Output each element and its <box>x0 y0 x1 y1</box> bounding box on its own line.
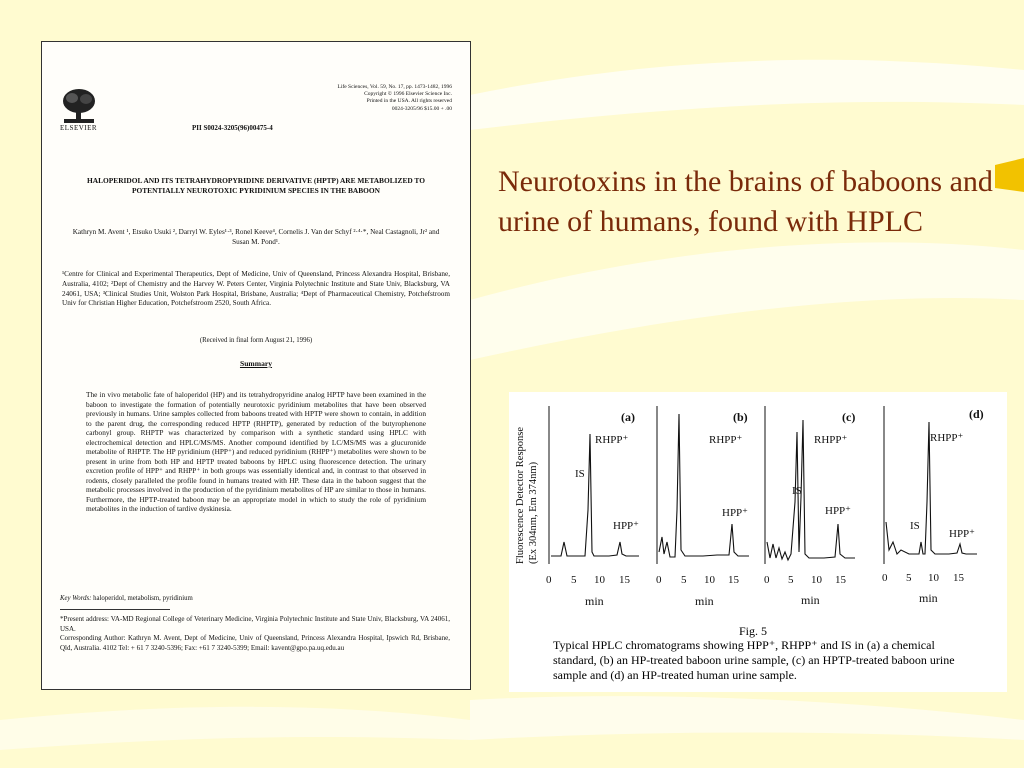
keywords <box>60 595 450 602</box>
x-unit-a: min <box>585 594 604 608</box>
footnote-present-address: *Present address: VA-MD Regional College of Veterinary Medicine, Virginia Polytechnic Institute and State Univ, Blacksburg, VA 24061, USA. <box>60 615 450 633</box>
wave-band-2 <box>470 242 1024 360</box>
tick-label: 10 <box>594 574 605 586</box>
panel-a-peak-hpp: HPP⁺ <box>613 520 639 532</box>
panel-c-peak-rhpp: RHPP⁺ <box>814 434 848 446</box>
tick-label: 10 <box>928 572 939 584</box>
wave-band-4 <box>0 707 470 750</box>
panel-b-peak-rhpp: RHPP⁺ <box>709 434 743 446</box>
x-ticks-a <box>546 574 631 586</box>
publisher-name: ELSEVIER <box>60 124 98 132</box>
panel-c-peak-is: IS <box>792 485 802 497</box>
tick-label: 15 <box>835 574 846 586</box>
panel-c-label: (c) <box>842 410 856 424</box>
panel-a-peak-is: IS <box>575 468 585 480</box>
panel-a-label: (a) <box>621 410 635 424</box>
journal-citation <box>282 84 452 113</box>
keywords-value: haloperidol, metabolism, pyridinium <box>93 595 193 602</box>
panel-c-peak-hpp: HPP⁺ <box>825 505 851 517</box>
figure-caption: Typical HPLC chromatograms showing HPP⁺, RHPP⁺ and IS in (a) a chemical standard, (b) an HP-treated baboon urine sample, (c) an HPTP-treated baboon urine sample and (d) an HP-treated human urine sample. <box>553 638 955 682</box>
hplc-figure <box>509 392 1007 692</box>
panel-c <box>765 406 855 564</box>
x-unit-b: min <box>695 594 714 608</box>
wave-band-1 <box>470 60 1024 130</box>
x-unit-d: min <box>919 591 938 605</box>
article-title: HALOPERIDOL AND ITS TETRAHYDROPYRIDINE DERIVATIVE (HPTP) ARE METABOLIZED TO POTENTIALLY NEUROTOXIC PYRIDINIUM SPECIES IN THE BABOON <box>87 176 425 195</box>
y-axis-label-1: Fluorescence Detector Response <box>515 426 526 564</box>
tick-label: 0 <box>546 574 552 586</box>
tick-label: 5 <box>788 574 794 586</box>
figure-number: Fig. 5 <box>739 624 768 638</box>
tick-label: 0 <box>656 574 662 586</box>
slide-headline: Neurotoxins in the brains of baboons and urine of humans, found with HPLC <box>498 165 993 238</box>
tick-label: 0 <box>764 574 770 586</box>
author-affiliations: ¹Centre for Clinical and Experimental Therapeutics, Dept of Medicine, Univ of Queensland, Princess Alexandra Hospital, Brisbane, Australia, 4102; ²Dept of Chemistry and the Harvey W. Peters Center, Virginia Polytechnic Institute and State Univ, Blacksburg, VA 24061, USA; ³Clinical Studies Unit, Wolston Park Hospital, Brisbane, Australia; ⁴Dept of Pharmaceutical Chemistry, Potchefstroom Univ for Christian Higher Education, Potchefstroom 2520, South Africa. <box>62 270 450 308</box>
tick-label: 15 <box>953 572 964 584</box>
journal-line: Life Sciences, Vol. 59, No. 17, pp. 1473-1482, 1996 <box>337 84 452 90</box>
panel-d-peak-hpp: HPP⁺ <box>949 528 975 540</box>
journal-line: 0024-3205/96 $15.00 + .00 <box>391 105 452 112</box>
tick-label: 15 <box>619 574 630 586</box>
tick-label: 5 <box>906 572 912 584</box>
elsevier-tree-logo <box>60 86 98 126</box>
panel-a <box>549 406 639 564</box>
article-authors: Kathryn M. Avent ¹, Etsuko Usuki ², Darryl W. Eyles¹·³, Ronel Keeve⁴, Cornelis J. Van der Schyf ²·⁴·*, Neal Castagnoli, Jr² and Susan M. Pond¹. <box>72 228 440 246</box>
keywords-label: Key Words: <box>60 595 92 602</box>
panel-d-peak-is: IS <box>910 520 920 532</box>
x-ticks-b <box>656 574 740 586</box>
panel-a-trace <box>551 434 639 556</box>
abstract-text: The in vivo metabolic fate of haloperidol (HP) and its tetrahydropyridine analog HPTP have been examined in the baboon to investigate the formation of potentially neurotoxic pyridinium metabolites that have been observed previously in humans. Urine samples collected from baboons treated with HPTP were shown to contain, in addition to the parent drug, the corresponding reduced HPTP (RHPTP), generated by reduction of the butyrophenone carbonyl group. RHPTP was characterized by comparison with a synthetic standard using HPLC with electrochemical detection and HPLC/MS/MS. Another compound identified by LC/MS/MS was a glucuronide metabolite of RHPTP. The HP pyridinium (HPP⁺) and reduced pyridinium (RHPP⁺) metabolites were shown to be present in urine from both HP and HPTP treated baboons by HPLC using fluorescence detection. The urinary excretion profile of HPP⁺ and RHPP⁺ in both groups was essentially identical and, in contrast to that observed in rodents, closely paralleled the profile found in humans treated with HP. These data in the baboon suggest that the metabolic processes involved in the production of the pyridinium metabolites of HP are similar to those in humans. Furthermore, the HPTP-treated baboon may be an appropriate model in which to study the role of pyridinium metabolites in the induction of tardive dyskinesia. <box>86 390 426 513</box>
tick-label: 10 <box>811 574 822 586</box>
panel-d <box>884 406 984 564</box>
panel-b-label: (b) <box>733 410 748 424</box>
wave-band-3 <box>470 696 1024 740</box>
tick-label: 5 <box>681 574 687 586</box>
x-ticks-d <box>882 572 965 584</box>
footnote-corresponding-author: Corresponding Author: Kathryn M. Avent, Dept of Medicine, Univ of Queensland, Princess Alexandra Hospital, Ipswich Rd, Brisbane, Qld, Australia. 4102 Tel: + 61 7 3240-5396; Fax: +61 7 3240-5399; Email: kavent@gpo.pa.uq.edu.au <box>60 634 450 652</box>
journal-line: Copyright © 1996 Elsevier Science Inc. <box>364 91 452 98</box>
x-unit-c: min <box>801 593 820 607</box>
footnotes <box>60 615 450 653</box>
summary-heading: Summary <box>239 359 273 368</box>
journal-line: Printed in the USA. All rights reserved <box>366 98 452 105</box>
pii-identifier: PII S0024-3205(96)00475-4 <box>192 124 273 132</box>
journal-article-page <box>41 41 471 690</box>
footnote-divider <box>60 609 170 610</box>
y-axis-label-2: (Ex 304nm, Em 374nm) <box>528 461 539 564</box>
panel-d-peak-rhpp: RHPP⁺ <box>930 432 964 444</box>
panel-b <box>657 406 749 564</box>
tick-label: 0 <box>882 572 888 584</box>
x-ticks-c <box>764 574 847 586</box>
tick-label: 5 <box>571 574 577 586</box>
panel-b-peak-hpp: HPP⁺ <box>722 507 748 519</box>
received-date: (Received in final form August 21, 1996) <box>199 337 313 344</box>
panel-d-label: (d) <box>969 407 984 421</box>
tick-label: 10 <box>704 574 715 586</box>
panel-a-peak-rhpp: RHPP⁺ <box>595 434 629 446</box>
tick-label: 15 <box>728 574 739 586</box>
